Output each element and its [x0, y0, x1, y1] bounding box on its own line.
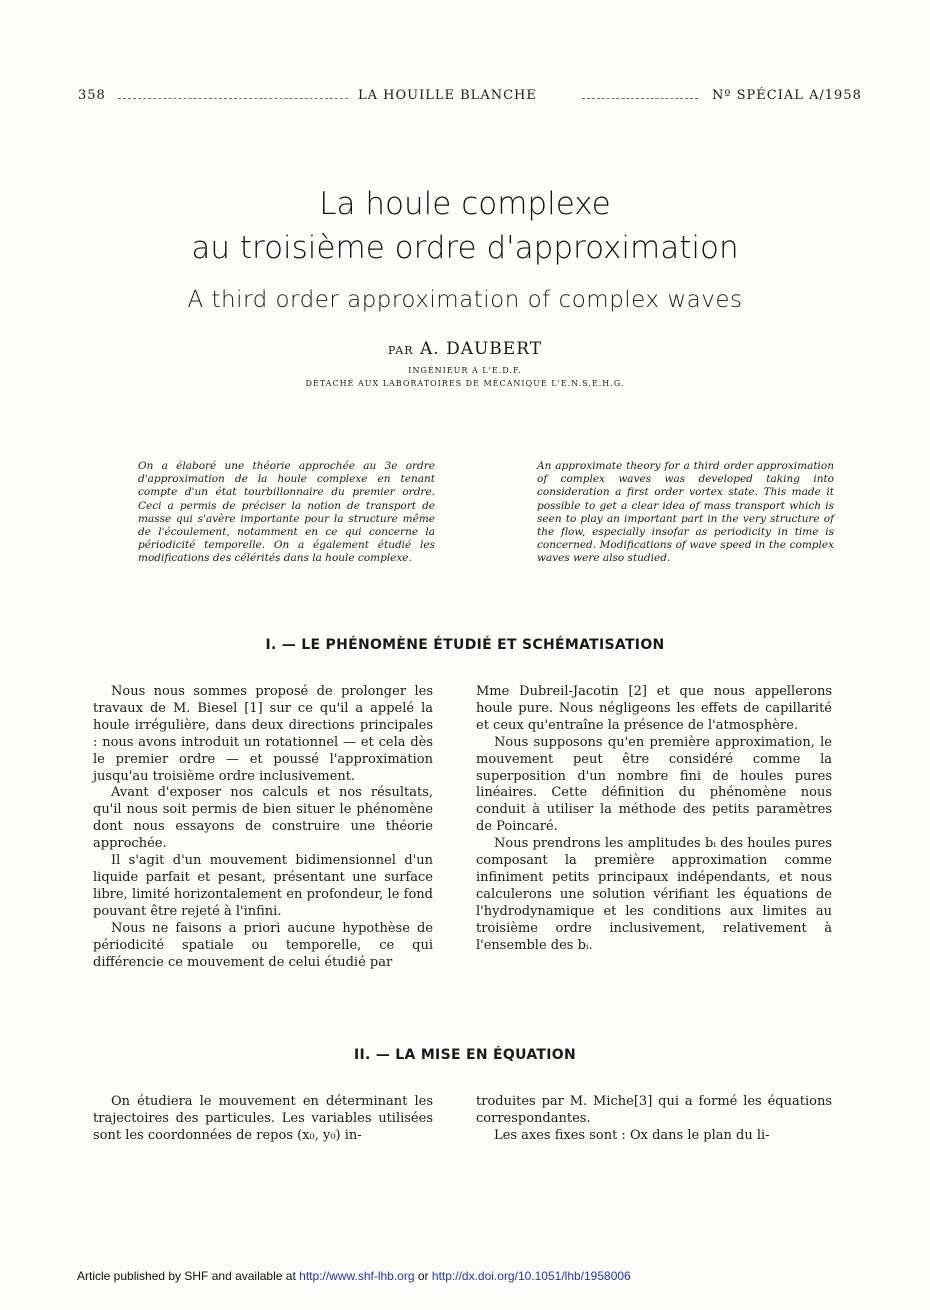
section-2-right-column — [476, 1094, 832, 1145]
paragraph: Avant d'exposer nos calculs et nos résultats, qu'il nous soit permis de bien situer le phénomène dont nous essayons de construire une théorie approchée. — [93, 785, 433, 852]
journal-title: LA HOUILLE BLANCHE — [358, 88, 537, 103]
article-title-line-2: au troisième ordre d'approximation — [191, 230, 739, 266]
header-rule-left — [118, 98, 348, 99]
section-2-heading: II. — LA MISE EN ÉQUATION — [354, 1047, 576, 1063]
paragraph: Nous ne faisons a priori aucune hypothèse de périodicité spatiale ou temporelle, ce qui différencie ce mouvement de celui étudié par — [93, 920, 433, 970]
section-2-left-column — [93, 1094, 433, 1145]
abstract-english: An approximate theory for a third order approximation of complex waves was developed taking into consideration a first order vortex state. This made it possible to get a clear idea of mass transport which is seen to play an important part in the very structure of the flow, especially insofar as periodicity in time is concerned. Modifications of wave speed in the complex waves were also studied. — [537, 460, 834, 565]
paragraph: troduites par M. Miche[3] qui a formé les équations correspondantes. — [476, 1094, 832, 1126]
issue-number: Nº SPÉCIAL A/1958 — [712, 88, 862, 103]
author-prefix: PAR — [387, 344, 414, 357]
publication-footer — [77, 1269, 631, 1283]
footer-link-shf[interactable]: http://www.shf-lhb.org — [299, 1269, 415, 1283]
footer-link-doi[interactable]: http://dx.doi.org/10.1051/lhb/1958006 — [431, 1269, 631, 1283]
paragraph: Nous supposons qu'en première approximation, le mouvement peut être considéré comme la superposition d'un nombre fini de houles pures linéaires. Cette définition du phénomène nous conduit à utiliser la méthode des petits paramètres de Poincaré. — [476, 734, 832, 835]
article-title-line-1: La houle complexe — [319, 186, 611, 222]
section-1-left-column — [93, 684, 433, 971]
author-line — [0, 339, 930, 359]
paragraph: Mme Dubreil-Jacotin [2] et que nous appellerons houle pure. Nous négligeons les effets de capillarité et ceux qu'entraîne la présence de l'atmosphère. — [476, 684, 832, 733]
header-rule-right — [582, 98, 698, 99]
paragraph: Nous nous sommes proposé de prolonger les travaux de M. Biesel [1] sur ce qu'il a appelé la houle irrégulière, dans deux directions principales : nous avons introduit un rotationnel — et cela dès le premier ordre — et poussé l'approximation jusqu'au troisième ordre inclusivement. — [93, 684, 433, 784]
article-subtitle: A third order approximation of complex waves — [187, 287, 743, 313]
author-affiliation-1: INGÉNIEUR A L'E.D.F. — [408, 366, 522, 375]
page-number: 358 — [78, 88, 106, 103]
author-name: A. DAUBERT — [419, 339, 543, 359]
paragraph: Il s'agit d'un mouvement bidimensionnel d'un liquide parfait et pesant, présentant une surface libre, limité horizontalement en profondeur, le fond pouvant être rejeté à l'infini. — [93, 853, 433, 919]
paragraph: Nous prendrons les amplitudes bᵢ des houles pures composant la première approximation comme infiniment petits principaux indépendants, et nous calculerons une solution vérifiant les équations de l'hydrodynamique et les conditions aux limites au troisième ordre inclusivement, relativement à l'ensemble des bᵢ. — [476, 836, 832, 953]
paragraph: Les axes fixes sont : Ox dans le plan du li- — [494, 1127, 770, 1143]
footer-or: or — [417, 1269, 429, 1283]
abstract-french: On a élaboré une théorie approchée au 3e ordre d'approximation de la houle complexe en tenant compte d'un état tourbillonnaire du premier ordre. Ceci a permis de préciser la notion de transport de masse qui s'avère importante pour la structure même de l'écoulement, notamment en ce qui concerne la périodicité temporelle. On a également étudié les modifications des célérités dans la houle complexe. — [138, 460, 435, 565]
author-affiliation-2: DÉTACHÉ AUX LABORATOIRES DE MÉCANIQUE L'E.N.S.E.H.G. — [305, 379, 625, 388]
section-1-heading: I. — LE PHÉNOMÈNE ÉTUDIÉ ET SCHÉMATISATION — [265, 637, 665, 653]
footer-text: Article published by SHF and available at — [77, 1269, 296, 1283]
paragraph: On étudiera le mouvement en déterminant les trajectoires des particules. Les variables utilisées sont les coordonnées de repos (x₀, y₀) in- — [93, 1094, 433, 1143]
section-1-right-column — [476, 684, 832, 955]
